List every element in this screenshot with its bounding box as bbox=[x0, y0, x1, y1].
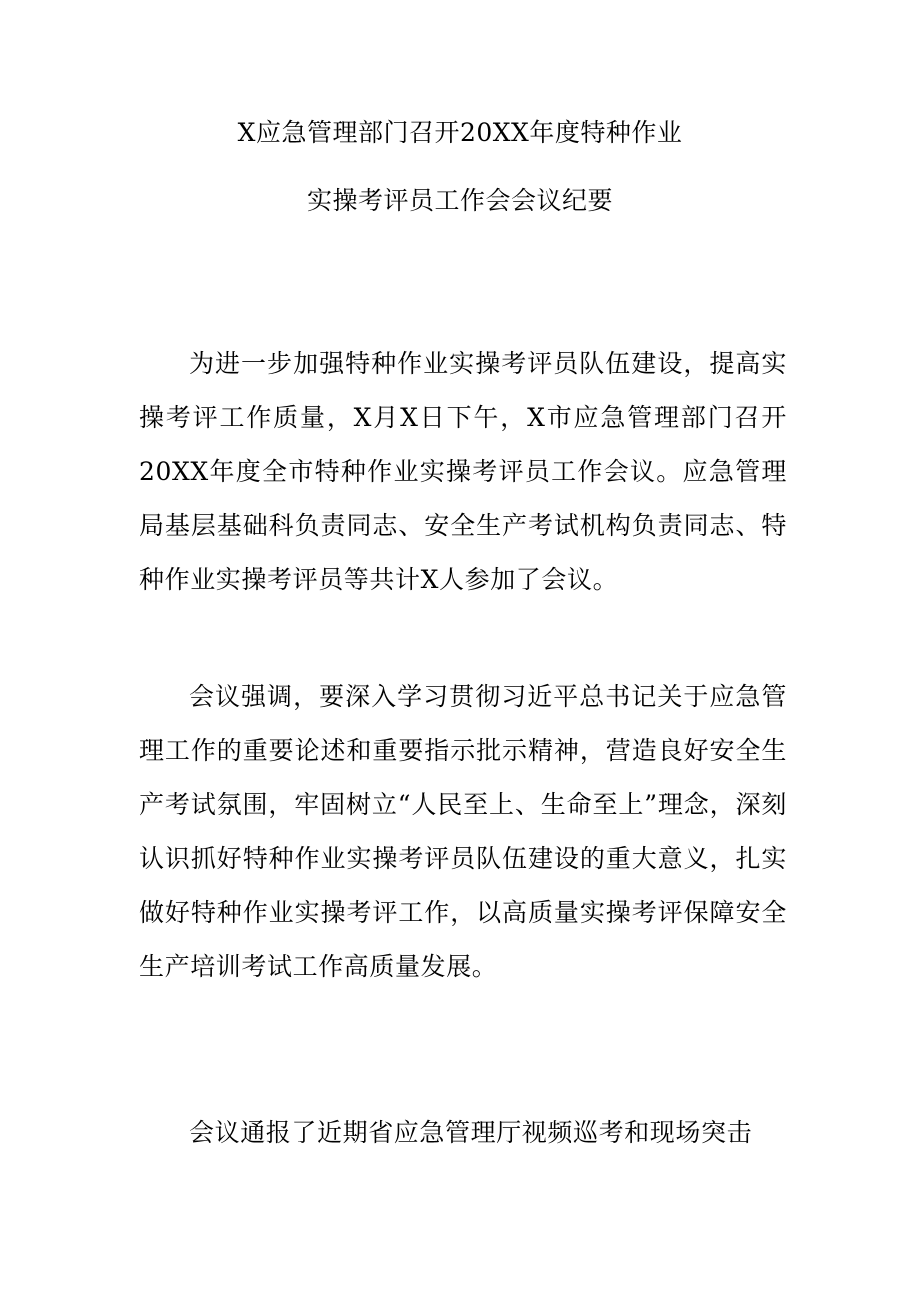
body-paragraph-2: 会议强调，要深入学习贯彻习近平总书记关于应急管理工作的重要论述和重要指示批示精神，营造良好安全生产考试氛围，牢固树立“人民至上、生命至上”理念，深刻认识抓好特种作业实操考评员队伍建设的重大意义，扎实做好特种作业实操考评工作，以高质量实操考评保障安全生产培训考试工作高质量发展。 bbox=[139, 682, 787, 981]
body-paragraph-3: 会议通报了近期省应急管理厅视频巡考和现场突击 bbox=[189, 1118, 753, 1147]
document-title-line-2: 实操考评员工作会会议纪要 bbox=[306, 186, 613, 215]
document-title-line-1: X应急管理部门召开20XX年度特种作业 bbox=[237, 118, 683, 147]
body-paragraph-1: 为进一步加强特种作业实操考评员队伍建设，提高实操考评工作质量，X月X日下午，X市应急管理部门召开20XX年度全市特种作业实操考评员工作会议。应急管理局基层基础科负责同志、安全生产考试机构负责同志、特种作业实操考评员等共计X人参加了会议。 bbox=[139, 349, 787, 594]
